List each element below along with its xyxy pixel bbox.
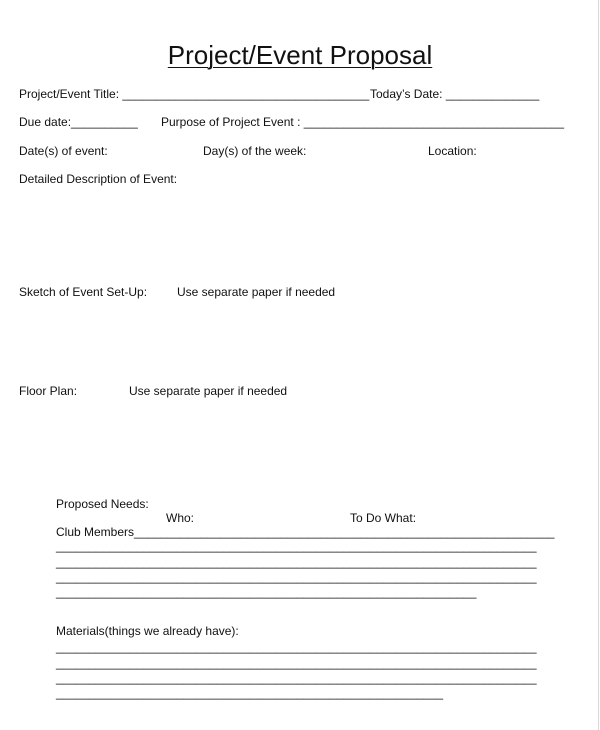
sketch-note: Use separate paper if needed xyxy=(177,285,336,299)
page-title xyxy=(0,40,600,70)
needs-line[interactable]: ________________________________________________________________________ xyxy=(56,555,537,569)
page-title-text: Project/Event Proposal xyxy=(167,40,433,70)
purpose-field[interactable]: Purpose of Project Event : _______________________________________ xyxy=(161,115,565,129)
description-label: Detailed Description of Event: xyxy=(19,172,178,186)
sketch-label: Sketch of Event Set-Up: xyxy=(19,285,148,299)
due-date-field[interactable]: Due date:__________ xyxy=(19,115,138,129)
project-title-field[interactable]: Project/Event Title: _____________________________________ xyxy=(19,87,370,101)
days-of-week-label: Day(s) of the week: xyxy=(203,144,307,158)
floor-plan-label: Floor Plan: xyxy=(19,384,78,398)
dates-of-event-label: Date(s) of event: xyxy=(19,144,108,158)
needs-line[interactable]: ________________________________________________________________________ xyxy=(56,570,537,584)
todo-column-label: To Do What: xyxy=(350,511,417,525)
materials-line[interactable]: __________________________________________________________ xyxy=(56,686,444,700)
materials-line[interactable]: ________________________________________________________________________ xyxy=(56,671,537,685)
materials-line[interactable]: ________________________________________________________________________ xyxy=(56,640,537,654)
materials-line[interactable]: ________________________________________________________________________ xyxy=(56,656,537,670)
location-label: Location: xyxy=(428,144,477,158)
floor-plan-note: Use separate paper if needed xyxy=(129,384,288,398)
club-members-line[interactable]: Club Members_______________________________________________________________ xyxy=(56,525,555,539)
proposed-needs-heading: Proposed Needs: xyxy=(56,497,149,511)
needs-line[interactable]: ________________________________________________________________________ xyxy=(56,539,537,553)
materials-heading: Materials(things we already have): xyxy=(56,624,239,638)
needs-line[interactable]: _______________________________________________________________ xyxy=(56,585,477,599)
who-column-label: Who: xyxy=(166,511,195,525)
todays-date-field[interactable]: Today’s Date: ______________ xyxy=(370,87,540,101)
